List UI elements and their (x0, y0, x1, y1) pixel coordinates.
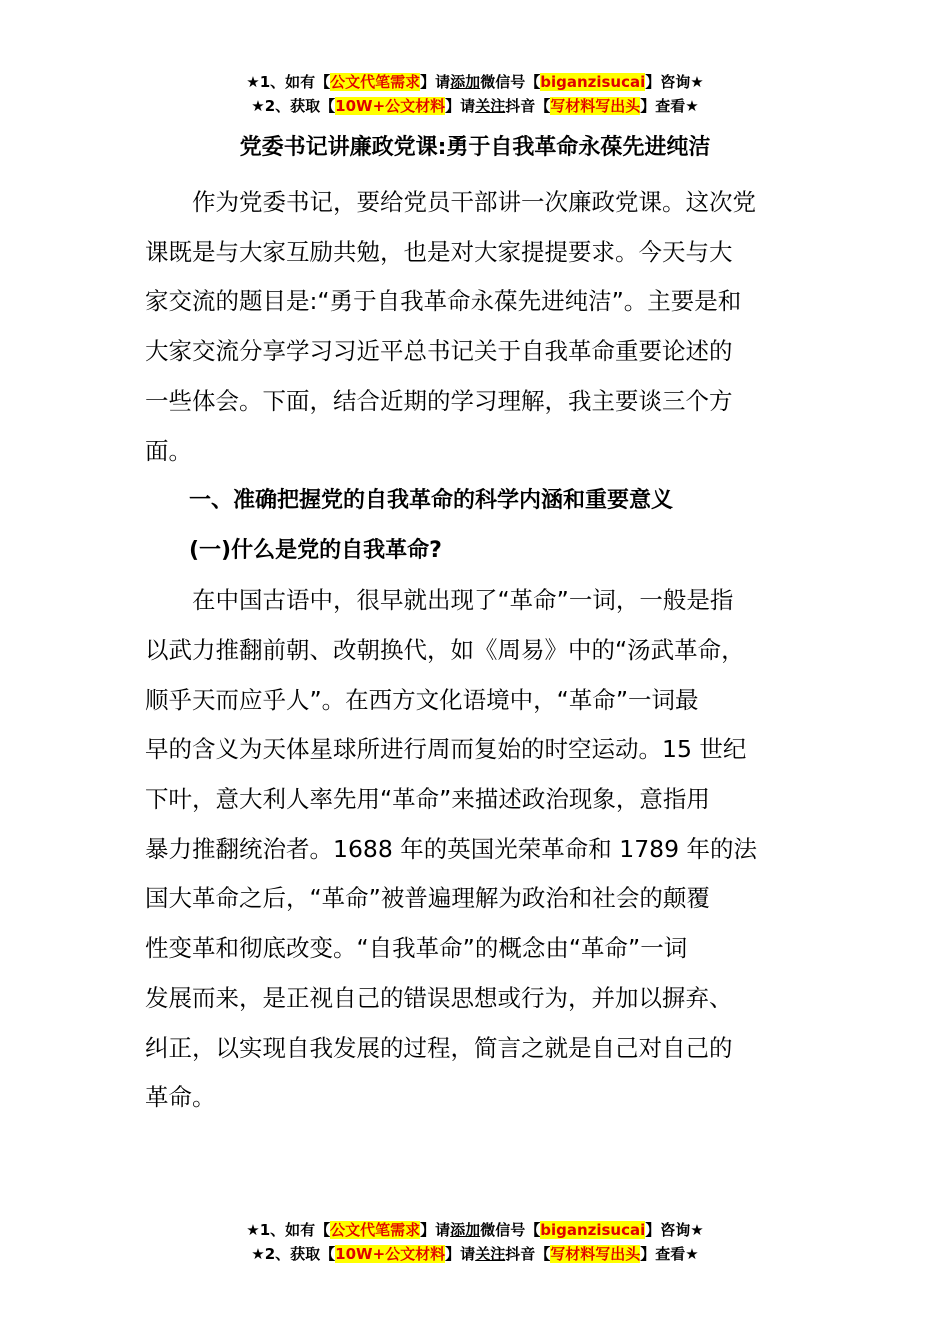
promo-text: 】查看 (640, 97, 686, 115)
star-icon: ★ (246, 73, 260, 91)
promo-highlight: biganzisucai (540, 73, 646, 91)
text-line: 面。 (145, 436, 192, 465)
promo-text: 】咨询 (645, 1221, 691, 1239)
promo-underlined: 关注 (475, 97, 506, 115)
promo-text: 】请 (420, 1221, 451, 1239)
text-line: 早的含义为天体星球所进行周而复始的时空运动。15 世纪 (145, 735, 747, 764)
promo-underlined: 添加 (450, 1221, 481, 1239)
promo-text: 2、获取【 (264, 1245, 336, 1263)
text-line: 作为党委书记，要给党员干部讲一次廉政党课。这次党 (192, 188, 756, 216)
promo-footer (0, 1218, 950, 1266)
text-line: 大家交流分享学习习近平总书记关于自我革命重要论述的 (145, 337, 733, 366)
section-heading-1: 一、准确把握党的自我革命的科学内涵和重要意义 (189, 488, 674, 514)
document-title: 党委书记讲廉政党课:勇于自我革命永葆先进纯洁 (239, 135, 711, 160)
promo-highlight: 公文代笔需求 (330, 1221, 421, 1239)
promo-highlight: 10W+公文材料 (335, 1245, 446, 1263)
promo-text: 】请 (420, 73, 451, 91)
promo-line-2 (0, 94, 950, 118)
text-line: 国大革命之后，“革命”被普遍理解为政治和社会的颠覆 (145, 884, 710, 913)
text-line: 发展而来，是正视自己的错误思想或行为，并加以摒弃、 (145, 983, 733, 1012)
promo-highlight: 写材料写出头 (550, 1245, 641, 1263)
star-icon: ★ (246, 1221, 260, 1239)
text-line: 纠正，以实现自我发展的过程，简言之就是自己对自己的 (145, 1033, 733, 1062)
promo-header (0, 70, 950, 118)
promo-highlight: biganzisucai (540, 1221, 646, 1239)
text-line: 家交流的题目是:“勇于自我革命永葆先进纯洁”。主要是和 (145, 287, 742, 316)
text-line: 在中国古语中，很早就出现了“革命”一词，一般是指 (192, 586, 734, 615)
promo-text: 】咨询 (645, 73, 691, 91)
text-line: 下叶，意大利人率先用“革命”来描述政治现象，意指用 (145, 785, 710, 814)
promo-text: 微信号【 (480, 73, 541, 91)
promo-text: 】请 (445, 1245, 476, 1263)
paragraph-revolution (145, 576, 810, 1123)
promo-text: 】请 (445, 97, 476, 115)
star-icon: ★ (685, 97, 699, 115)
star-icon: ★ (251, 97, 265, 115)
promo-text: 】查看 (640, 1245, 686, 1263)
star-icon: ★ (690, 1221, 704, 1239)
star-icon: ★ (685, 1245, 699, 1263)
promo-line-1 (0, 70, 950, 94)
promo-highlight: 写材料写出头 (550, 97, 641, 115)
text-line: 以武力推翻前朝、改朝换代，如《周易》中的“汤武革命， (145, 635, 745, 664)
promo-underlined: 添加 (450, 73, 481, 91)
promo-line-1 (0, 1218, 950, 1242)
document-body (145, 178, 810, 1123)
promo-line-2 (0, 1242, 950, 1266)
promo-highlight: 公文代笔需求 (330, 73, 421, 91)
promo-underlined: 关注 (475, 1245, 506, 1263)
promo-text: 2、获取【 (264, 97, 336, 115)
subsection-heading-1: (一)什么是党的自我革命? (189, 538, 442, 564)
promo-text: 1、如有【 (259, 73, 331, 91)
star-icon: ★ (251, 1245, 265, 1263)
text-line: 性变革和彻底改变。“自我革命”的概念由“革命”一词 (145, 934, 688, 963)
paragraph-intro (145, 178, 810, 476)
promo-text: 抖音【 (505, 1245, 551, 1263)
text-line: 革命。 (145, 1083, 216, 1112)
promo-text: 抖音【 (505, 97, 551, 115)
text-line: 顺乎天而应乎人”。在西方文化语境中，“革命”一词最 (145, 685, 699, 714)
text-line: 暴力推翻统治者。1688 年的英国光荣革命和 1789 年的法 (145, 834, 758, 863)
promo-text: 微信号【 (480, 1221, 541, 1239)
promo-highlight: 10W+公文材料 (335, 97, 446, 115)
promo-text: 1、如有【 (259, 1221, 331, 1239)
text-line: 课既是与大家互励共勉，也是对大家提提要求。今天与大 (145, 237, 733, 266)
text-line: 一些体会。下面，结合近期的学习理解，我主要谈三个方 (145, 386, 733, 415)
star-icon: ★ (690, 73, 704, 91)
